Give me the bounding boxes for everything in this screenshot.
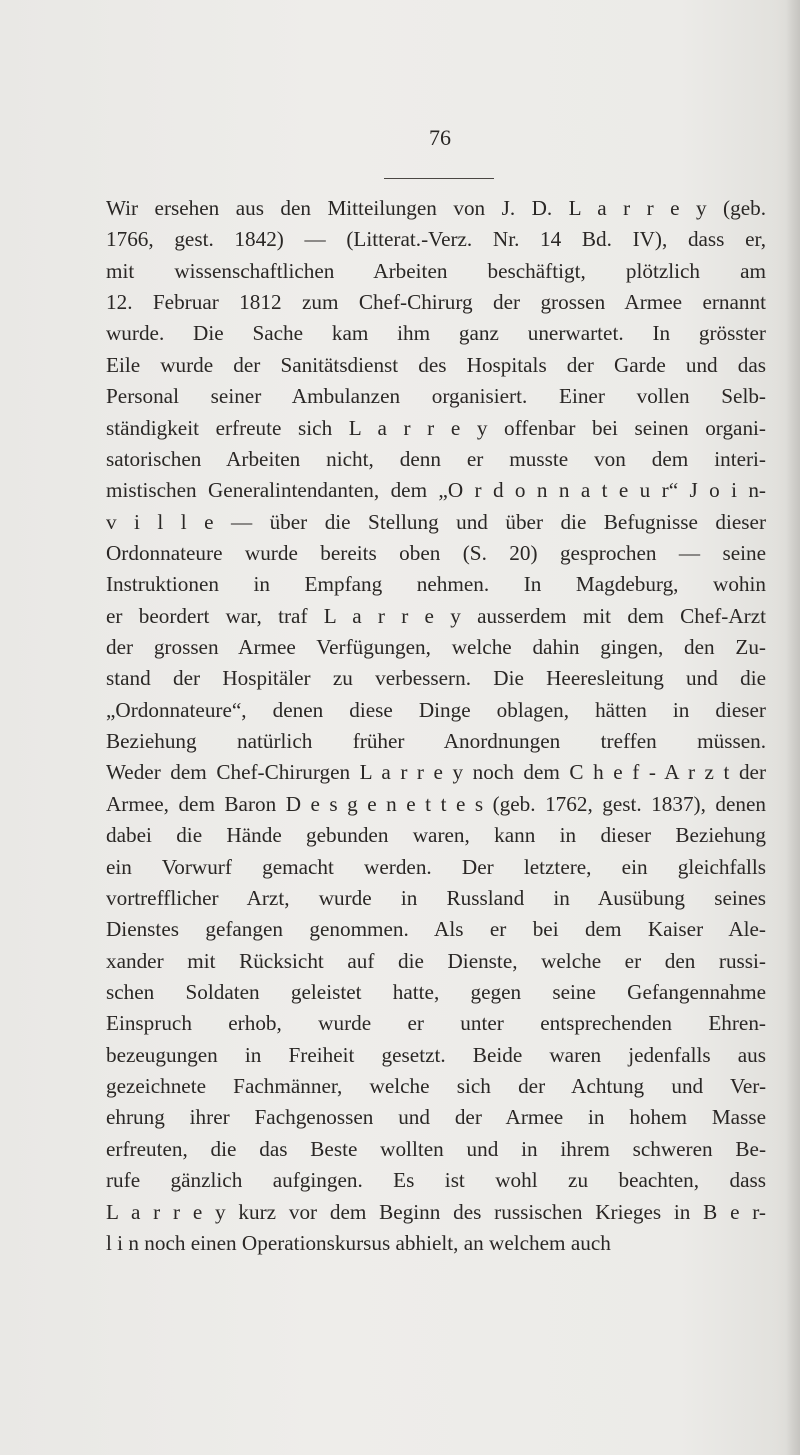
text-line: dabei die Hände gebunden waren, kann in dieser Beziehung — [106, 823, 766, 848]
text-line: v i l l e — über die Stellung und über die Befugnisse dieser — [106, 509, 766, 534]
text-line: Dienstes gefangen genommen. Als er bei dem Kaiser Ale- — [106, 917, 766, 942]
text-line: ein Vorwurf gemacht werden. Der letztere, ein gleichfalls — [106, 854, 766, 879]
text-line: ehrung ihrer Fachgenossen und der Armee in hohem Masse — [106, 1105, 766, 1130]
text-line: Personal seiner Ambulanzen organisiert. Einer vollen Selb- — [106, 384, 766, 409]
text-line: Armee, dem Baron D e s g e n e t t e s (geb. 1762, gest. 1837), denen — [106, 791, 766, 816]
text-line: erfreuten, die das Beste wollten und in ihrem schweren Be- — [106, 1136, 766, 1161]
text-line: schen Soldaten geleistet hatte, gegen seine Gefangennahme — [106, 979, 766, 1004]
text-line: vortrefflicher Arzt, wurde in Russland in Ausübung seines — [106, 885, 766, 910]
text-line: ständigkeit erfreute sich L a r r e y offenbar bei seinen organi- — [106, 415, 766, 440]
text-line: Instruktionen in Empfang nehmen. In Magdeburg, wohin — [106, 572, 766, 597]
page-number-rule — [384, 178, 494, 179]
text-line: Ordonnateure wurde bereits oben (S. 20) gesprochen — seine — [106, 540, 766, 565]
text-line: satorischen Arbeiten nicht, denn er musste von dem interi- — [106, 446, 766, 471]
text-line: der grossen Armee Verfügungen, welche dahin gingen, den Zu- — [106, 635, 766, 660]
text-line: mistischen Generalintendanten, dem „O r d o n n a t e u r“ J o i n- — [106, 478, 766, 503]
text-line: xander mit Rücksicht auf die Dienste, welche er den russi- — [106, 948, 766, 973]
text-line: rufe gänzlich aufgingen. Es ist wohl zu beachten, dass — [106, 1168, 766, 1193]
text-line: Beziehung natürlich früher Anordnungen treffen müssen. — [106, 729, 766, 754]
text-line: wurde. Die Sache kam ihm ganz unerwartet. In grösster — [106, 321, 766, 346]
text-line: 1766, gest. 1842) — (Litterat.-Verz. Nr. 14 Bd. IV), dass er, — [106, 227, 766, 252]
text-line: Wir ersehen aus den Mitteilungen von J. D. L a r r e y (geb. — [106, 196, 766, 220]
text-line: stand der Hospitäler zu verbessern. Die Heeresleitung und die — [106, 666, 766, 691]
text-line: er beordert war, traf L a r r e y ausserdem mit dem Chef-Arzt — [106, 603, 766, 628]
text-line: „Ordonnateure“, denen diese Dinge oblagen, hätten in dieser — [106, 697, 766, 722]
page-number: 76 — [429, 125, 451, 150]
text-line: 12. Februar 1812 zum Chef-Chirurg der grossen Armee ernannt — [106, 290, 766, 315]
body-text — [106, 193, 766, 1259]
text-line: l i n noch einen Operationskursus abhielt, an welchem auch — [106, 1230, 611, 1255]
text-line: bezeugungen in Freiheit gesetzt. Beide waren jedenfalls aus — [106, 1042, 766, 1067]
text-line: mit wissenschaftlichen Arbeiten beschäftigt, plötzlich am — [106, 258, 766, 283]
text-line: gezeichnete Fachmänner, welche sich der Achtung und Ver- — [106, 1074, 766, 1099]
page-edge-shadow — [786, 0, 800, 1455]
text-line: Eile wurde der Sanitätsdienst des Hospitals der Garde und das — [106, 352, 766, 377]
text-line: L a r r e y kurz vor dem Beginn des russischen Krieges in B e r- — [106, 1199, 766, 1224]
text-line: Einspruch erhob, wurde er unter entsprechenden Ehren- — [106, 1011, 766, 1036]
text-line: Weder dem Chef-Chirurgen L a r r e y noch dem C h e f - A r z t der — [106, 760, 766, 785]
